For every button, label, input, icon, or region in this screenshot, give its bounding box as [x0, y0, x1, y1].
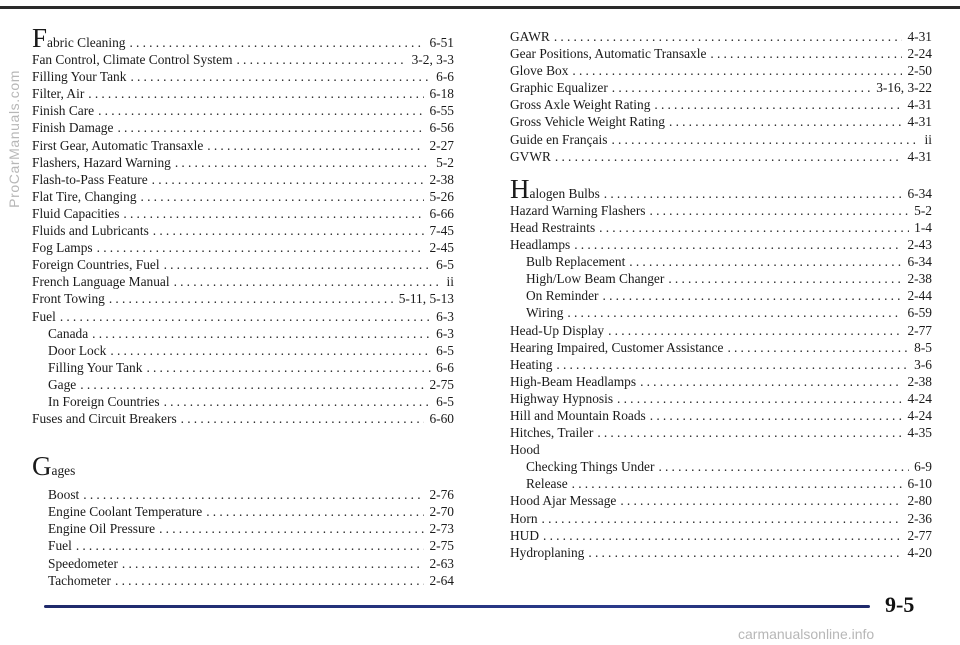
entry-page-ref: 6-3 [436, 325, 454, 341]
leader-dots [109, 290, 394, 307]
index-entry [32, 290, 454, 307]
index-entry [510, 339, 932, 356]
entry-page-ref: 2-70 [429, 504, 454, 520]
entry-label: First Gear, Automatic Transaxle [32, 137, 204, 153]
entry-page-ref: 2-38 [907, 373, 932, 389]
entry-page-ref: 6-55 [429, 103, 454, 119]
entry-label: GAWR [510, 29, 550, 44]
entry-label: Engine Oil Pressure [48, 521, 156, 537]
top-rule [0, 6, 960, 9]
index-entry [510, 492, 932, 509]
entry-label: Foreign Countries, Fuel [32, 257, 160, 273]
entry-label: Filling Your Tank [32, 69, 127, 85]
heading-initial: G [32, 451, 52, 482]
entry-label: Hood Ajar Message [510, 493, 617, 509]
entry-page-ref: 8-5 [914, 339, 932, 355]
index-entry [510, 544, 932, 561]
entry-label: Highway Hypnosis [510, 390, 614, 406]
entry-page-ref: 2-63 [429, 555, 454, 571]
entry-page-ref: 6-3 [436, 308, 454, 324]
index-entry [510, 96, 932, 113]
index-column-left [32, 23, 454, 589]
entry-label: High/Low Beam Changer [526, 271, 665, 287]
leader-dots [164, 393, 432, 410]
index-column-right [510, 28, 932, 561]
leader-dots [556, 356, 909, 373]
index-entry [32, 273, 454, 290]
entry-page-ref: 4-31 [907, 148, 932, 164]
index-entry [32, 171, 454, 188]
entry-page-ref: 2-24 [907, 46, 932, 62]
entry-label: Fan Control, Climate Control System [32, 52, 233, 68]
entry-label: Wiring [526, 305, 564, 321]
leader-dots [604, 185, 903, 202]
entry-page-ref: 4-35 [907, 425, 932, 441]
entry-label: Filter, Air [32, 86, 85, 102]
entry-label: High-Beam Headlamps [510, 373, 637, 389]
index-subentry [510, 253, 932, 270]
entry-label: Front Towing [32, 291, 105, 307]
index-entry [32, 119, 454, 136]
entry-page-ref: 6-5 [436, 257, 454, 273]
entry-page-ref: ii [924, 131, 932, 147]
leader-dots [588, 544, 902, 561]
leader-dots [654, 96, 902, 113]
entry-page-ref: 2-80 [907, 493, 932, 509]
entry-label: HUD [510, 527, 540, 543]
entry-label: Head Restraints [510, 219, 596, 235]
leader-dots [152, 171, 425, 188]
entry-label: Hill and Mountain Roads [510, 407, 646, 423]
leader-dots [88, 85, 424, 102]
entry-page-ref: 6-10 [907, 476, 932, 492]
leader-dots [146, 359, 431, 376]
index-entry [32, 410, 454, 427]
entry-label: Flashers, Hazard Warning [32, 154, 171, 170]
index-entry [32, 154, 454, 171]
entry-label: Hazard Warning Flashers [510, 202, 646, 218]
entry-label: Hydroplaning [510, 544, 585, 560]
entry-label: Finish Care [32, 103, 95, 119]
entry-label: On Reminder [526, 288, 599, 304]
entry-label: Graphic Equalizer [510, 80, 608, 96]
entry-page-ref: 6-6 [436, 359, 454, 375]
index-entry [510, 236, 932, 253]
entry-page-ref: 6-18 [429, 86, 454, 102]
index-entry [32, 222, 454, 239]
entry-label: Gross Axle Weight Rating [510, 97, 651, 113]
leader-dots [612, 79, 871, 96]
leader-dots [727, 339, 909, 356]
index-entry [510, 373, 932, 390]
index-entry [510, 424, 932, 441]
entry-page-ref: 4-20 [907, 544, 932, 560]
index-entry [510, 131, 932, 148]
index-subentry [32, 393, 454, 410]
footer-watermark: carmanualsonline.info [738, 626, 875, 642]
index-subentry [510, 270, 932, 287]
entry-label: Boost [48, 487, 80, 503]
leader-dots [542, 510, 903, 527]
entry-page-ref: 2-77 [907, 527, 932, 543]
entry-page-ref: 2-38 [907, 271, 932, 287]
leader-dots [181, 410, 425, 427]
entry-page-ref: 2-38 [429, 171, 454, 187]
index-entry [32, 137, 454, 154]
entry-label: Gear Positions, Automatic Transaxle [510, 46, 707, 62]
entry-page-ref: 2-43 [907, 237, 932, 253]
entry-label: Hood [510, 442, 540, 458]
entry-label: Gage [48, 376, 77, 392]
entry-label: Engine Coolant Temperature [48, 504, 203, 520]
entry-page-ref: 5-2 [914, 202, 932, 218]
entry-label: Hitches, Trailer [510, 425, 594, 441]
leader-dots [669, 113, 902, 130]
index-entry [510, 322, 932, 339]
entry-page-ref: 2-75 [429, 538, 454, 554]
leader-dots [572, 62, 902, 79]
entry-page-ref: 6-51 [429, 35, 454, 50]
entry-page-ref: 1-4 [914, 219, 932, 235]
index-subentry [510, 304, 932, 321]
index-entry [510, 390, 932, 407]
entry-label: Flash-to-Pass Feature [32, 171, 148, 187]
index-subentry [32, 537, 454, 554]
leader-dots [174, 273, 442, 290]
entry-page-ref: 2-45 [429, 240, 454, 256]
section-spacer [510, 165, 932, 179]
index-entry [32, 23, 454, 53]
index-subentry [32, 503, 454, 520]
leader-dots [159, 520, 424, 537]
entry-label: Release [526, 476, 568, 492]
entry-page-ref: 6-66 [429, 205, 454, 221]
entry-page-ref: 6-56 [429, 120, 454, 136]
index-subentry [32, 520, 454, 537]
entry-page-ref: 5-26 [429, 188, 454, 204]
leader-dots [611, 131, 919, 148]
entry-label: Flat Tire, Changing [32, 188, 137, 204]
leader-dots [92, 325, 431, 342]
leader-dots [567, 304, 902, 321]
leader-dots [110, 342, 431, 359]
entry-label: Horn [510, 510, 538, 526]
leader-dots [83, 486, 424, 503]
leader-dots [122, 555, 425, 572]
entry-page-ref: 6-34 [907, 185, 932, 201]
bottom-rule [44, 605, 870, 608]
index-entry [510, 45, 932, 62]
leader-dots [130, 34, 425, 51]
entry-page-ref: 5-2 [436, 154, 454, 170]
entry-label: Fluids and Lubricants [32, 223, 149, 239]
index-entry [32, 102, 454, 119]
index-entry [510, 510, 932, 527]
page-number: 9-5 [885, 592, 915, 617]
entry-label: In Foreign Countries [48, 393, 160, 409]
index-entry [32, 308, 454, 325]
index-entry [510, 407, 932, 424]
entry-label: Fog Lamps [32, 240, 93, 256]
index-subentry [32, 486, 454, 503]
index-subentry [32, 376, 454, 393]
leader-dots [60, 308, 431, 325]
entry-page-ref: 2-36 [907, 510, 932, 526]
entry-label: GVWR [510, 148, 551, 164]
entry-page-ref: 4-24 [907, 407, 932, 423]
entry-page-ref: 3-16, 3-22 [876, 80, 932, 96]
entry-page-ref: 6-9 [914, 459, 932, 475]
leader-dots [555, 148, 903, 165]
index-entry [510, 441, 932, 458]
leader-dots [620, 492, 902, 509]
entry-page-ref: 6-5 [436, 342, 454, 358]
index-entry [510, 79, 932, 96]
index-entry [510, 28, 932, 45]
heading-rest: ages [51, 463, 76, 479]
leader-dots [650, 407, 903, 424]
entry-initial: H [510, 173, 530, 204]
leader-dots [130, 68, 431, 85]
leader-dots [97, 239, 425, 256]
entry-page-ref: 4-31 [907, 29, 932, 44]
entry-label: Gross Vehicle Weight Rating [510, 114, 666, 130]
index-subentry [32, 555, 454, 572]
index-entry [32, 256, 454, 273]
leader-dots [123, 205, 424, 222]
entry-page-ref: 2-27 [429, 137, 454, 153]
index-entry [510, 113, 932, 130]
entry-page-ref: 4-31 [907, 114, 932, 130]
entry-page-ref: 6-34 [907, 254, 932, 270]
leader-dots [153, 222, 425, 239]
leader-dots [207, 137, 424, 154]
index-letter-heading [32, 451, 454, 486]
entry-page-ref: 6-5 [436, 393, 454, 409]
entry-label: Fuel [32, 308, 56, 324]
index-entry [32, 205, 454, 222]
entry-page-ref: 2-50 [907, 63, 932, 79]
index-subentry [510, 287, 932, 304]
leader-dots [658, 458, 909, 475]
entry-label: Hearing Impaired, Customer Assistance [510, 339, 724, 355]
leader-dots [574, 236, 902, 253]
index-entry [32, 68, 454, 85]
leader-dots [599, 219, 909, 236]
entry-page-ref: 2-64 [429, 572, 454, 588]
index-entry [510, 356, 932, 373]
entry-label [510, 173, 600, 204]
entry-page-ref: 5-11, 5-13 [398, 291, 454, 307]
entry-label-rest: alogen Bulbs [529, 185, 600, 201]
entry-page-ref: 7-45 [429, 223, 454, 239]
entry-label: Tachometer [48, 572, 112, 588]
leader-dots [206, 503, 424, 520]
entry-page-ref: 3-2, 3-3 [411, 52, 454, 68]
index-subentry [510, 475, 932, 492]
entry-page-ref: 2-76 [429, 487, 454, 503]
index-entry [510, 62, 932, 79]
index-subentry [32, 359, 454, 376]
entry-label: Glove Box [510, 63, 569, 79]
entry-label: Canada [48, 325, 89, 341]
entry-label: Fluid Capacities [32, 205, 120, 221]
leader-dots [175, 154, 431, 171]
entry-page-ref: 2-75 [429, 376, 454, 392]
entry-label: Speedometer [48, 555, 118, 571]
leader-dots [640, 373, 902, 390]
leader-dots [141, 188, 425, 205]
entry-label: Fuses and Circuit Breakers [32, 411, 177, 427]
leader-dots [115, 572, 424, 589]
entry-page-ref: 2-73 [429, 521, 454, 537]
leader-dots [603, 287, 903, 304]
leader-dots [554, 28, 903, 45]
entry-page-ref: 6-6 [436, 69, 454, 85]
entry-label: Fuel [48, 538, 72, 554]
leader-dots [98, 102, 424, 119]
entry-label-rest: abric Cleaning [47, 35, 126, 50]
entry-label: Bulb Replacement [526, 254, 626, 270]
entry-label: Guide en Français [510, 131, 608, 147]
entry-page-ref: 4-31 [907, 97, 932, 113]
entry-page-ref: 6-59 [907, 305, 932, 321]
index-subentry [510, 458, 932, 475]
entry-label: Finish Damage [32, 120, 114, 136]
index-entry [32, 85, 454, 102]
index-entry [510, 148, 932, 165]
index-entry [32, 51, 454, 68]
entry-label: Door Lock [48, 342, 107, 358]
leader-dots [650, 202, 910, 219]
entry-label: Filling Your Tank [48, 359, 143, 375]
entry-label [32, 23, 126, 53]
leader-dots [237, 51, 407, 68]
entry-label: Checking Things Under [526, 459, 655, 475]
entry-label: French Language Manual [32, 274, 170, 290]
leader-dots [164, 256, 432, 273]
entry-page-ref: ii [446, 274, 454, 290]
entry-page-ref: 4-24 [907, 390, 932, 406]
leader-dots [608, 322, 902, 339]
entry-label: Head-Up Display [510, 322, 605, 338]
index-subentry [32, 325, 454, 342]
leader-dots [668, 270, 902, 287]
section-spacer [32, 427, 454, 441]
index-entry [510, 202, 932, 219]
entry-page-ref: 3-6 [914, 356, 932, 372]
entry-initial: F [32, 23, 48, 53]
entry-page-ref: 2-77 [907, 322, 932, 338]
index-entry [510, 173, 932, 204]
entry-page-ref: 6-60 [429, 411, 454, 427]
index-entry [32, 239, 454, 256]
entry-label: Heating [510, 356, 553, 372]
watermark-text: ProCarManuals.com [6, 70, 22, 208]
index-entry [32, 188, 454, 205]
index-subentry [32, 342, 454, 359]
leader-dots [597, 424, 902, 441]
entry-label: Headlamps [510, 237, 571, 253]
leader-dots [117, 119, 424, 136]
entry-page-ref: 2-44 [907, 288, 932, 304]
index-entry [510, 219, 932, 236]
leader-dots [543, 527, 902, 544]
leader-dots [572, 475, 903, 492]
leader-dots [80, 376, 424, 393]
leader-dots [617, 390, 902, 407]
leader-dots [710, 45, 902, 62]
index-subentry [32, 572, 454, 589]
leader-dots [76, 537, 425, 554]
index-entry [510, 527, 932, 544]
leader-dots [629, 253, 902, 270]
